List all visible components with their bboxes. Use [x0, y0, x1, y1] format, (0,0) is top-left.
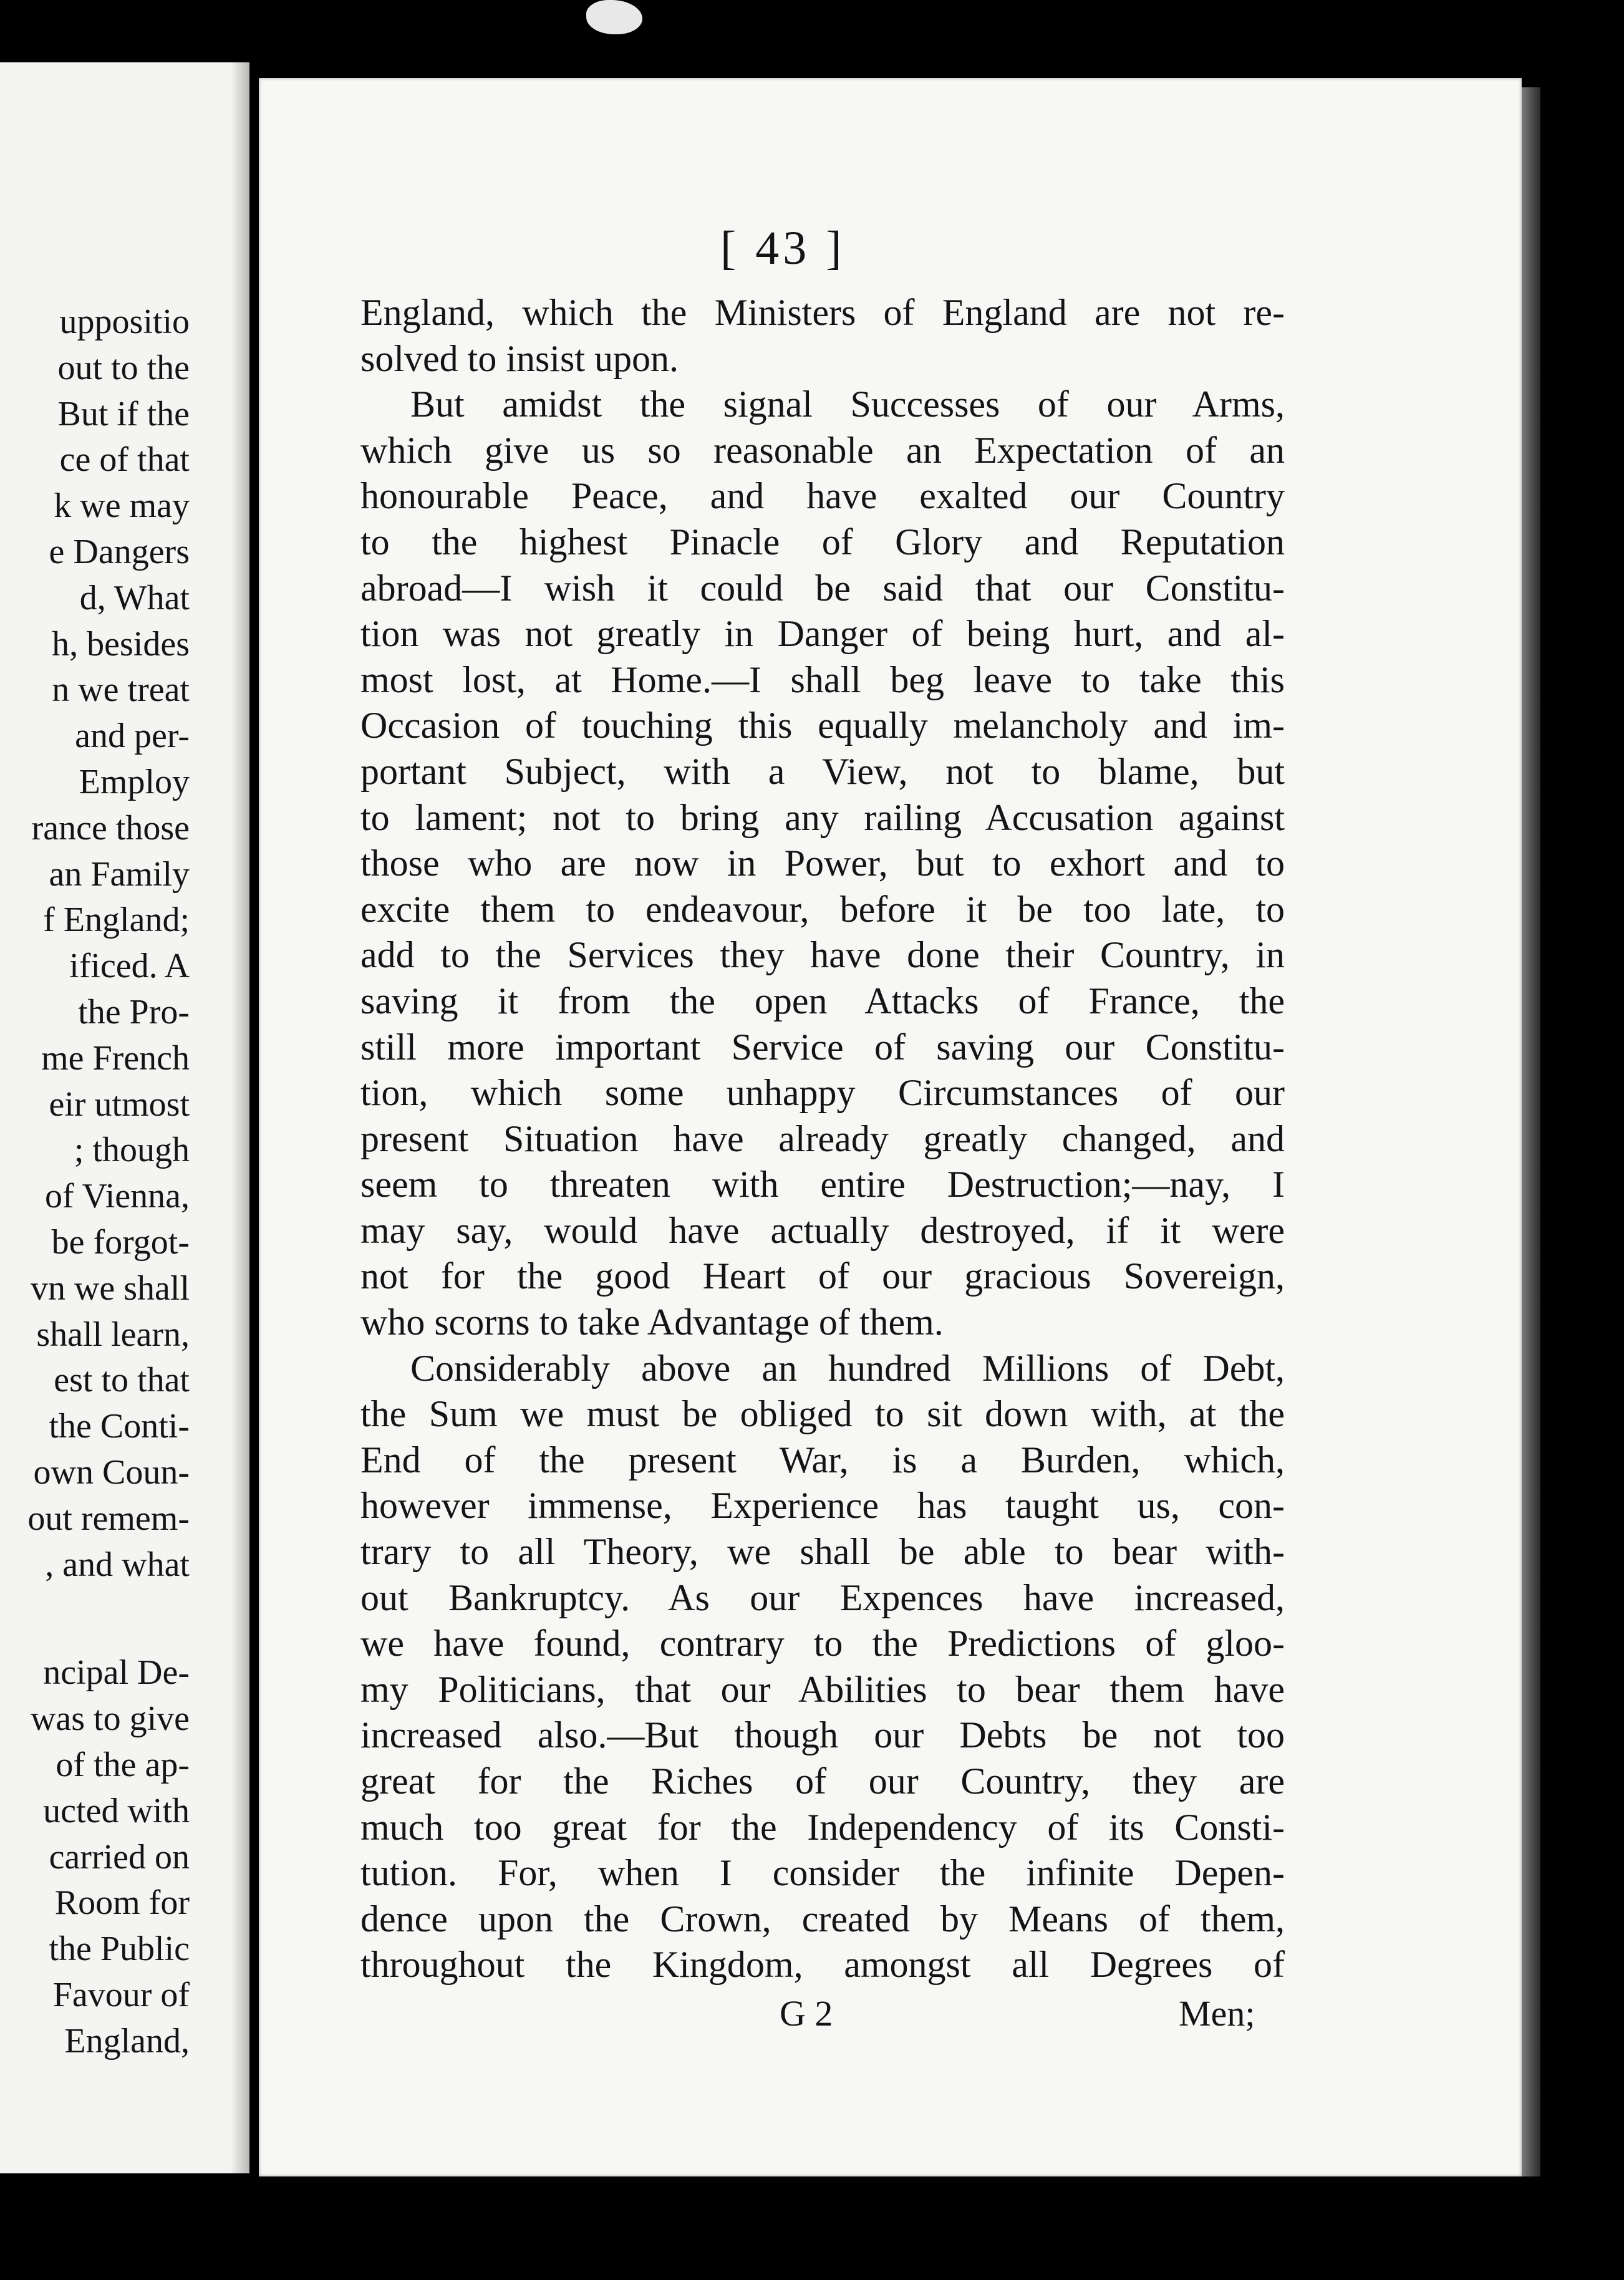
text-line: tion, which some unhappy Circumstances of our — [360, 1072, 1285, 1114]
left-text-line: uppositio — [59, 302, 190, 341]
left-text-line: the Public — [49, 1930, 190, 1969]
text-line: to lament; not to bring any railing Accusation against — [360, 796, 1285, 838]
text-line: increased also.—But though our Debts be not too — [360, 1714, 1285, 1756]
paragraph-gap — [0, 1588, 190, 1650]
left-page-fragment — [0, 62, 249, 2173]
left-text-line: me French — [41, 1038, 190, 1078]
text-line: End of the present War, is a Burden, which, — [360, 1439, 1285, 1481]
text-line: seem to threaten with entire Destruction;—nay, I — [360, 1164, 1285, 1205]
left-text-line: But if the — [57, 394, 190, 433]
page-edge — [1522, 87, 1540, 2176]
text-line: however immense, Experience has taught us, con- — [360, 1485, 1285, 1527]
text-line: we have found, contrary to the Predictions of gloo- — [360, 1623, 1285, 1664]
text-line: tution. For, when I consider the infinite Depen- — [360, 1852, 1285, 1894]
text-line: still more important Service of saving our Constitu- — [360, 1026, 1285, 1068]
text-line: not for the good Heart of our gracious Sovereign, — [360, 1255, 1285, 1297]
text-line: saving it from the open Attacks of France, the — [360, 980, 1285, 1022]
left-text-line: shall learn, — [36, 1315, 190, 1354]
left-text-line: h, besides — [52, 624, 190, 664]
left-text-line: own Coun- — [33, 1452, 190, 1492]
text-line: portant Subject, with a View, not to blame, but — [360, 750, 1285, 792]
left-text-line: ucted with — [43, 1791, 190, 1830]
text-line: trary to all Theory, we shall be able to bear with- — [360, 1531, 1285, 1573]
text-line: which give us so reasonable an Expectation of an — [360, 429, 1285, 471]
left-text-line: , and what — [45, 1545, 190, 1584]
left-text-line: Employ — [79, 762, 190, 801]
left-text-line: was to give — [30, 1699, 190, 1739]
left-text-line: n we treat — [52, 670, 190, 710]
left-text-line: ificed. A — [69, 947, 190, 986]
left-text-line: est to that — [54, 1361, 190, 1400]
text-line: who scorns to take Advantage of them. — [360, 1302, 944, 1343]
left-text-line: the Conti- — [49, 1407, 190, 1446]
left-text-line: an Family — [49, 854, 190, 894]
left-text-line: the Pro- — [78, 992, 190, 1031]
left-text-line: carried on — [49, 1837, 190, 1877]
text-line: my Politicians, that our Abilities to bear them have — [360, 1668, 1285, 1710]
left-text-line: vn we shall — [30, 1268, 190, 1308]
left-text-line: Room for — [54, 1883, 190, 1923]
text-line: abroad—I wish it could be said that our Constitu- — [360, 567, 1285, 609]
left-text-line: f England; — [43, 901, 190, 940]
left-text-line: d, What — [79, 578, 190, 617]
left-text-line: rance those — [31, 808, 190, 848]
page-body-text — [360, 290, 1285, 1988]
left-text-line: out to the — [57, 348, 190, 387]
text-line: honourable Peace, and have exalted our Country — [360, 475, 1285, 517]
left-page-text — [0, 299, 190, 2064]
left-text-line: of the ap- — [56, 1745, 190, 1784]
left-text-line: England, — [64, 2021, 190, 2060]
catchword: Men; — [1179, 1993, 1255, 2034]
text-line: excite them to endeavour, before it be too late, to — [360, 888, 1285, 930]
text-line: the Sum we must be obliged to sit down with, at the — [360, 1393, 1285, 1435]
text-line: present Situation have already greatly changed, and — [360, 1118, 1285, 1159]
left-text-line: k we may — [54, 486, 190, 526]
left-text-line: Favour of — [52, 1975, 190, 2014]
text-line: may say, would have actually destroyed, if it were — [360, 1209, 1285, 1251]
left-text-line: e Dangers — [49, 532, 190, 571]
left-text-line: ce of that — [59, 440, 190, 480]
text-line: dence upon the Crown, created by Means of them, — [360, 1898, 1285, 1939]
left-text-line: eir utmost — [49, 1084, 190, 1124]
text-line: out Bankruptcy. As our Expences have increased, — [360, 1577, 1285, 1618]
left-text-line: and per- — [75, 717, 190, 756]
text-line: tion was not greatly in Danger of being hurt, and al- — [360, 613, 1285, 655]
text-line: throughout the Kingdom, amongst all Degrees of — [360, 1944, 1285, 1986]
text-line: to the highest Pinacle of Glory and Reputation — [360, 521, 1285, 563]
text-line: those who are now in Power, but to exhort and to — [360, 843, 1285, 884]
text-line: England, which the Ministers of England are not re- — [360, 292, 1285, 333]
text-line: solved to insist upon. — [360, 337, 679, 379]
text-line: much too great for the Independency of its Consti- — [360, 1806, 1285, 1848]
page-number: [ 43 ] — [720, 222, 846, 274]
left-text-line: be forgot- — [51, 1222, 190, 1262]
left-text-line: ncipal De- — [43, 1653, 190, 1693]
text-line: add to the Services they have done their Country, in — [360, 934, 1285, 976]
left-text-line: of Vienna, — [45, 1177, 190, 1216]
text-line: But amidst the signal Successes of our Arms, — [410, 384, 1285, 425]
left-text-line: out remem- — [27, 1499, 190, 1538]
text-line: Considerably above an hundred Millions of Debt, — [410, 1347, 1285, 1389]
text-line: great for the Riches of our Country, they are — [360, 1761, 1285, 1802]
signature-mark: G 2 — [780, 1993, 833, 2034]
text-line: Occasion of touching this equally melancholy and im- — [360, 705, 1285, 746]
left-text-line: ; though — [74, 1131, 190, 1170]
text-line: most lost, at Home.—I shall beg leave to take this — [360, 659, 1285, 700]
